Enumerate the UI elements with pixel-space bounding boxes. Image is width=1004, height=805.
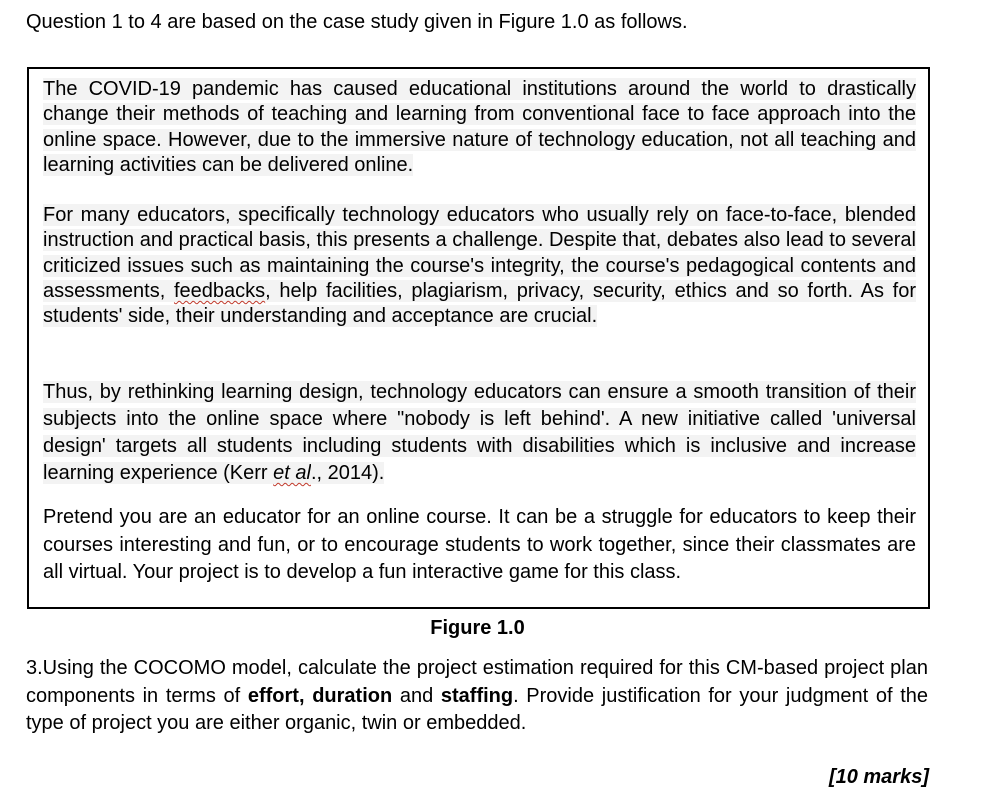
marks-label: [10 marks]	[828, 766, 929, 788]
question-mid: and	[392, 684, 441, 707]
case-paragraph-3-text-a: Thus, by rethinking learning design, technology educators can ensure a smooth transition of their subjects into the online space where "nobody is left behind'. A new initiative called 'universal design' targets all students including students with disabilities which is inclusive and increase learning experience (Kerr	[43, 381, 916, 484]
question-term-duration: duration	[312, 684, 393, 707]
question-term-effort: effort,	[247, 684, 305, 707]
case-paragraph-1-text: The COVID-19 pandemic has caused educational institutions around the world to drastically change their methods of teaching and learning from conventional face to face approach into the online space. However, due to the immersive nature of technology education, not all teaching and learning activities can be delivered online.	[43, 78, 916, 176]
intro-line: Question 1 to 4 are based on the case study given in Figure 1.0 as follows.	[26, 11, 688, 33]
case-paragraph-3-text-b: ., 2014).	[310, 462, 385, 484]
question-tail: . Provide justification for your judgment of the type of project you are either organic, twin or embedded.	[26, 684, 929, 734]
spellcheck-flagged-word: feedbacks	[173, 279, 266, 302]
citation-et-al: et al	[273, 462, 311, 484]
figure-caption: Figure 1.0	[430, 617, 525, 639]
case-paragraph-2-text-b: , help facilities, plagiarism, privacy, security, ethics and so forth. As for students' side, their understanding and acceptance are crucial.	[43, 279, 917, 328]
question-lead: 3.Using the COCOMO model, calculate the project estimation required for this CM-based project plan components in terms of	[26, 657, 928, 707]
question-3	[26, 655, 928, 738]
question-term-staffing: staffing	[440, 684, 514, 707]
case-paragraph-1	[43, 77, 916, 178]
case-paragraph-2-text-a: For many educators, specifically technology educators who usually rely on face-to-face, blended instruction and practical basis, this presents a challenge. Despite that, debates also lead to several criticized issues such as maintaining the course's integrity, the course's pedagogical contents and assessments,	[43, 204, 916, 302]
case-paragraph-3	[43, 379, 916, 487]
case-paragraph-2	[43, 203, 916, 329]
case-study-box	[27, 67, 930, 609]
case-paragraph-4: Pretend you are an educator for an online course. It can be a struggle for educators to keep their courses interesting and fun, or to encourage students to work together, since their classmates are all virtual. Your project is to develop a fun interactive game for this class.	[43, 506, 916, 583]
